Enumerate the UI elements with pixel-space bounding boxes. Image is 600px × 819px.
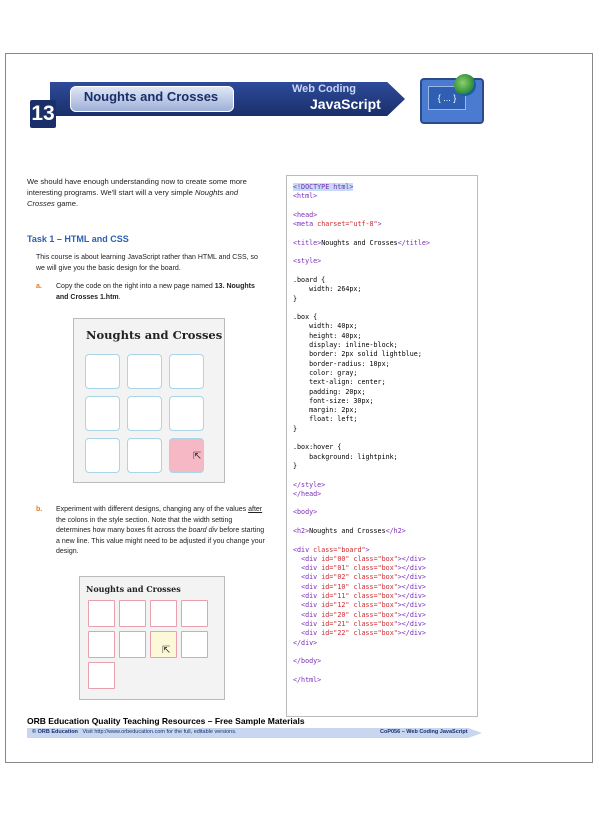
code-line	[293, 499, 477, 508]
code-line: border-radius: 10px;	[293, 359, 390, 368]
code-line: height: 40px;	[293, 331, 362, 340]
code-line: </style>	[293, 480, 326, 489]
code-line: border: 2px solid lightblue;	[293, 350, 422, 359]
board-cell	[119, 600, 146, 627]
code-line: color: gray;	[293, 368, 358, 377]
code-line: <!DOCTYPE html>	[293, 183, 354, 191]
code-line	[293, 666, 477, 675]
code-line	[293, 648, 477, 657]
screenshot-title: Noughts and Crosses	[86, 584, 181, 594]
code-line: <title>Noughts and Crosses</title>	[293, 238, 430, 247]
code-line: <div id="01" class="box"></div>	[301, 564, 426, 573]
board-cell	[127, 438, 162, 473]
code-line: <html>	[293, 192, 318, 201]
board-screenshot-1	[73, 318, 225, 483]
footer-visit-text: Visit http://www.orbeducation.com for the full, editable versions.	[82, 729, 237, 735]
board-cell	[127, 396, 162, 431]
intro-text: We should have enough understanding now to create some more interesting programs. We'll start will a very simple	[27, 177, 247, 197]
code-line: </html>	[293, 675, 322, 684]
code-line: <div id="22" class="box"></div>	[301, 629, 426, 638]
code-line: display: inline-block;	[293, 341, 398, 350]
code-line: .box {	[293, 313, 318, 322]
code-line: <div id="02" class="box"></div>	[301, 573, 426, 582]
step-b-underline: after	[248, 506, 263, 513]
chapter-number: 13	[30, 100, 56, 128]
board-cell	[181, 631, 208, 658]
step-b-text-2: the colons in the style section. Note that the width setting determines how many boxes fit across the	[56, 516, 233, 534]
code-line: }	[293, 294, 298, 303]
code-line: <h2>Noughts and Crosses</h2>	[293, 526, 406, 535]
step-a-filename: 13. Noughts and Crosses 1.htm	[56, 283, 255, 301]
code-line	[293, 518, 477, 527]
code-line: }	[293, 424, 298, 433]
board-cell	[88, 600, 115, 627]
intro-end: game.	[54, 199, 79, 208]
step-b	[36, 505, 268, 565]
step-a-text: Copy the code on the right into a new page named	[56, 283, 215, 290]
code-line: <div id="11" class="box"></div>	[301, 592, 426, 601]
code-line	[293, 434, 477, 443]
code-line: width: 264px;	[293, 285, 362, 294]
globe-icon	[454, 74, 476, 96]
code-line: font-size: 30px;	[293, 396, 374, 405]
subject-label: Web Coding	[292, 83, 356, 95]
code-listing	[286, 175, 478, 717]
code-line: }	[293, 461, 298, 470]
mouse-cursor-icon: ⇱	[193, 451, 202, 462]
mouse-cursor-icon: ⇱	[162, 645, 171, 656]
code-line: </div>	[293, 638, 318, 647]
board-cell	[85, 438, 120, 473]
code-line: <div id="20" class="box"></div>	[301, 610, 426, 619]
screen-code-icon: { ... }	[428, 86, 466, 110]
board-cell	[85, 396, 120, 431]
code-line	[293, 471, 477, 480]
code-line: margin: 2px;	[293, 406, 358, 415]
code-line: .box:hover {	[293, 443, 342, 452]
code-line: background: lightpink;	[293, 452, 398, 461]
code-line: <div id="12" class="box"></div>	[301, 601, 426, 610]
code-line	[293, 248, 477, 257]
task-description: This course is about learning JavaScript rather than HTML and CSS, so we will give you the basic design for the board.	[36, 254, 258, 272]
code-line: <style>	[293, 257, 322, 266]
screenshot-title: Noughts and Crosses	[86, 328, 223, 342]
code-line	[293, 536, 477, 545]
code-line: <div id="10" class="box"></div>	[301, 582, 426, 591]
board-cell	[150, 600, 177, 627]
board-cell	[85, 354, 120, 389]
code-line: </body>	[293, 657, 322, 666]
code-line	[293, 267, 477, 276]
code-line: <body>	[293, 508, 318, 517]
step-b-italic: board div	[188, 527, 218, 534]
task-heading: Task 1 – HTML and CSS	[27, 234, 129, 244]
page-title: Noughts and Crosses	[83, 89, 219, 104]
code-line: width: 40px;	[293, 322, 358, 331]
board-cell	[119, 631, 146, 658]
code-line: <meta charset="utf-8">	[293, 220, 382, 229]
code-line	[293, 202, 477, 211]
step-letter: a.	[36, 283, 42, 290]
code-line	[293, 229, 477, 238]
step-text	[56, 505, 266, 558]
footer-title: ORB Education Quality Teaching Resources – Free Sample Materials	[27, 716, 305, 726]
board-cell	[181, 600, 208, 627]
language-label: JavaScript	[310, 96, 381, 112]
step-b-text-3: before starting a new line. This value might need to be adjusted if you change your design.	[56, 527, 265, 555]
step-a-end: .	[118, 293, 121, 301]
code-line: <div id="00" class="box"></div>	[301, 554, 426, 563]
step-text	[56, 282, 266, 303]
code-line: float: left;	[293, 415, 358, 424]
footer-course-code: CoP056 – Web Coding JavaScript	[380, 729, 468, 735]
step-letter: b.	[36, 506, 43, 513]
code-line: <head>	[293, 210, 318, 219]
code-line: .board {	[293, 275, 326, 284]
code-line	[293, 304, 477, 313]
board-cell	[169, 396, 204, 431]
intro-italic: Noughts and Crosses	[27, 188, 239, 208]
code-line: <div id="21" class="box"></div>	[301, 619, 426, 628]
intro-paragraph	[27, 176, 267, 209]
board-screenshot-2	[79, 576, 225, 700]
code-line: </head>	[293, 489, 322, 498]
board-cell	[169, 354, 204, 389]
board-cell	[127, 354, 162, 389]
computer-globe-icon	[420, 78, 484, 124]
code-line: <div class="board">	[293, 545, 370, 554]
footer-left	[32, 729, 237, 735]
board-cell	[88, 662, 115, 689]
code-block	[287, 176, 477, 685]
step-b-text-1: Experiment with different designs, changing any of the values	[56, 506, 249, 513]
board-cell	[88, 631, 115, 658]
code-line: text-align: center;	[293, 378, 386, 387]
code-line: padding: 20px;	[293, 387, 366, 396]
step-a	[36, 282, 268, 306]
footer-copyright: © ORB Education	[32, 729, 78, 735]
